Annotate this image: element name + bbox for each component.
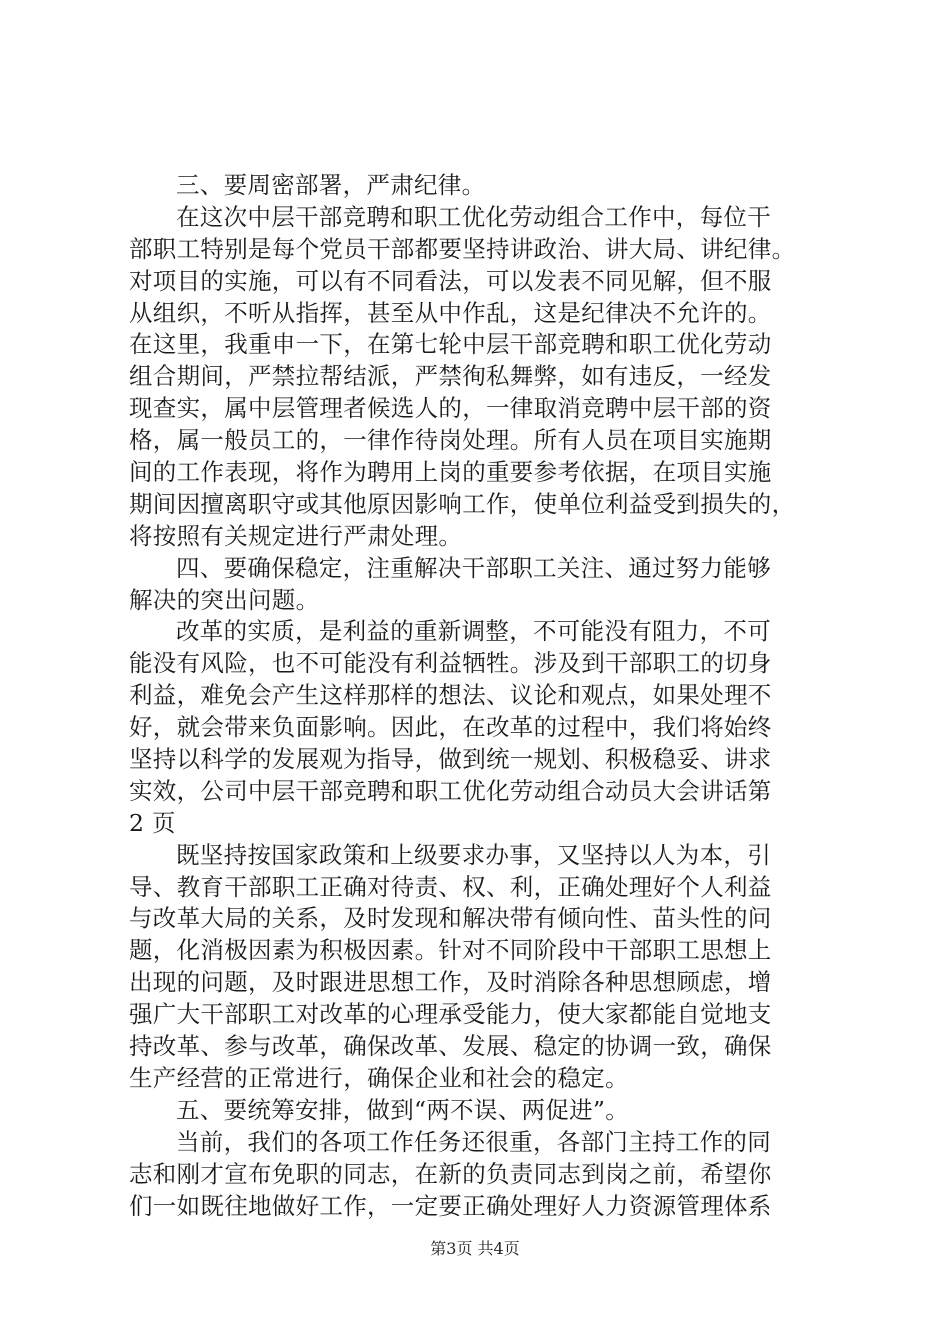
text-line: 组合期间，严禁拉帮结派，严禁徇私舞弊，如有违反，一经发 bbox=[129, 362, 772, 391]
text-line: 持改革、参与改革，确保改革、发展、稳定的协调一致，确保 bbox=[129, 1032, 772, 1061]
text-line: 导、教育干部职工正确对待责、权、利，正确处理好个人利益 bbox=[129, 872, 772, 901]
text-line: 解决的突出问题。 bbox=[129, 585, 320, 614]
text-line: 改革的实质，是利益的重新调整，不可能没有阻力，不可 bbox=[176, 617, 771, 646]
text-line: 出现的问题，及时跟进思想工作，及时消除各种思想顾虑，增 bbox=[129, 968, 772, 997]
text-line: 格，属一般员工的，一律作待岗处理。所有人员在项目实施期 bbox=[129, 426, 772, 455]
text-line: 部职工特别是每个党员干部都要坚持讲政治、讲大局、讲纪律。 bbox=[129, 234, 796, 263]
text-line: 能没有风险，也不可能没有利益牺牲。涉及到干部职工的切身 bbox=[129, 649, 772, 678]
text-line: 既坚持按国家政策和上级要求办事，又坚持以人为本，引 bbox=[176, 840, 771, 869]
text-line: 在这次中层干部竞聘和职工优化劳动组合工作中，每位干 bbox=[176, 202, 771, 231]
text-line: 好，就会带来负面影响。因此，在改革的过程中，我们将始终 bbox=[129, 713, 772, 742]
text-line: 三、要周密部署，严肃纪律。 bbox=[176, 171, 486, 199]
text-line: 2 页 bbox=[129, 808, 176, 837]
text-line: 志和刚才宣布免职的同志，在新的负责同志到岗之前，希望你 bbox=[129, 1159, 772, 1188]
text-line: 题，化消极因素为积极因素。针对不同阶段中干部职工思想上 bbox=[129, 936, 772, 965]
text-line: 强广大干部职工对改革的心理承受能力，使大家都能自觉地支 bbox=[129, 1000, 772, 1029]
text-line: 利益，难免会产生这样那样的想法、议论和观点，如果处理不 bbox=[129, 681, 772, 710]
page-footer: 第3页 共4页 bbox=[430, 1239, 520, 1258]
document-body bbox=[129, 170, 829, 1222]
text-line: 们一如既往地做好工作，一定要正确处理好人力资源管理体系 bbox=[129, 1191, 772, 1220]
text-line: 期间因擅离职守或其他原因影响工作，使单位利益受到损失的， bbox=[129, 489, 796, 518]
text-line: 在这里，我重申一下，在第七轮中层干部竞聘和职工优化劳动 bbox=[129, 330, 772, 359]
text-line: 生产经营的正常进行，确保企业和社会的稳定。 bbox=[129, 1063, 629, 1092]
text-line: 五、要统筹安排，做到“两不误、两促进”。 bbox=[176, 1095, 630, 1124]
text-line: 间的工作表现，将作为聘用上岗的重要参考依据，在项目实施 bbox=[129, 458, 772, 487]
text-line: 从组织，不听从指挥，甚至从中作乱，这是纪律决不允许的。 bbox=[129, 298, 772, 327]
text-line: 现查实，属中层管理者候选人的，一律取消竞聘中层干部的资 bbox=[129, 394, 772, 423]
text-line: 四、要确保稳定，注重解决干部职工关注、通过努力能够 bbox=[176, 553, 771, 582]
text-line: 对项目的实施，可以有不同看法，可以发表不同见解，但不服 bbox=[129, 266, 772, 295]
text-line: 实效，公司中层干部竞聘和职工优化劳动组合动员大会讲话第 bbox=[129, 776, 772, 805]
text-line: 当前，我们的各项工作任务还很重，各部门主持工作的同 bbox=[176, 1127, 771, 1156]
text-line: 坚持以科学的发展观为指导，做到统一规划、积极稳妥、讲求 bbox=[129, 745, 772, 774]
text-line: 与改革大局的关系，及时发现和解决带有倾向性、苗头性的问 bbox=[129, 904, 772, 933]
text-line: 将按照有关规定进行严肃处理。 bbox=[129, 521, 463, 550]
